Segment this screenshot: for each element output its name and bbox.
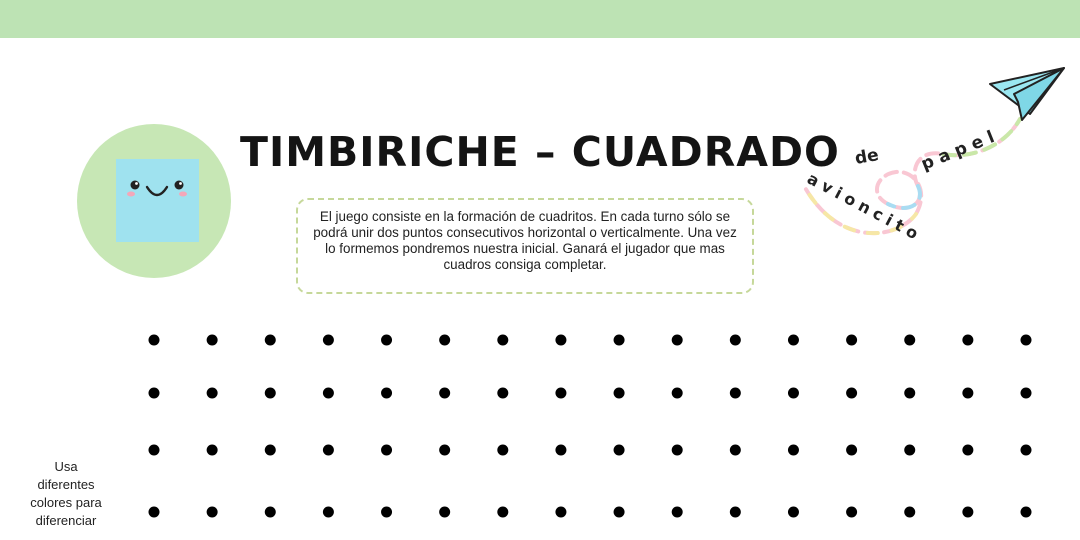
grid-dot[interactable]: [265, 335, 276, 346]
grid-dot[interactable]: [555, 507, 566, 518]
side-note: Usa diferentes colores para diferenciar: [30, 459, 102, 528]
grid-dot[interactable]: [672, 335, 683, 346]
grid-dot[interactable]: [846, 388, 857, 399]
grid-dot[interactable]: [439, 445, 450, 456]
svg-text:avioncito: avioncito: [804, 168, 926, 246]
grid-dot[interactable]: [730, 445, 741, 456]
grid-dot[interactable]: [323, 445, 334, 456]
grid-dot[interactable]: [904, 335, 915, 346]
grid-dot[interactable]: [788, 388, 799, 399]
grid-dot[interactable]: [497, 445, 508, 456]
grid-dot[interactable]: [904, 445, 915, 456]
grid-dot[interactable]: [149, 445, 160, 456]
grid-dot[interactable]: [497, 388, 508, 399]
grid-dot[interactable]: [555, 445, 566, 456]
grid-dot[interactable]: [788, 445, 799, 456]
grid-dot[interactable]: [614, 335, 625, 346]
grid-dot[interactable]: [962, 388, 973, 399]
grid-dot[interactable]: [381, 388, 392, 399]
grid-dot[interactable]: [962, 335, 973, 346]
grid-dot[interactable]: [149, 388, 160, 399]
smiling-square-icon: [116, 159, 199, 242]
grid-dot[interactable]: [1021, 445, 1032, 456]
grid-dot[interactable]: [381, 507, 392, 518]
grid-dot[interactable]: [149, 507, 160, 518]
rules-box: [296, 198, 754, 294]
grid-dot[interactable]: [1021, 507, 1032, 518]
mascot-circle: [77, 124, 231, 278]
grid-dot[interactable]: [207, 388, 218, 399]
grid-dot[interactable]: [265, 445, 276, 456]
grid-dot[interactable]: [904, 507, 915, 518]
grid-dot[interactable]: [323, 507, 334, 518]
grid-dot[interactable]: [555, 335, 566, 346]
paper-plane-logo-icon: [798, 64, 1080, 254]
grid-dot[interactable]: [497, 335, 508, 346]
grid-dot[interactable]: [730, 335, 741, 346]
smiling-face-icon: [116, 159, 199, 242]
grid-dot[interactable]: [614, 445, 625, 456]
grid-dot[interactable]: [555, 388, 566, 399]
grid-dot[interactable]: [614, 507, 625, 518]
svg-text:papel: papel: [918, 124, 1003, 175]
grid-dot[interactable]: [439, 335, 450, 346]
grid-dot[interactable]: [672, 507, 683, 518]
grid-dot[interactable]: [381, 445, 392, 456]
grid-dot[interactable]: [207, 335, 218, 346]
grid-dot[interactable]: [730, 388, 741, 399]
grid-dot[interactable]: [381, 335, 392, 346]
grid-dot[interactable]: [265, 507, 276, 518]
grid-dot[interactable]: [672, 388, 683, 399]
grid-dot[interactable]: [846, 445, 857, 456]
grid-dot[interactable]: [730, 507, 741, 518]
grid-dot[interactable]: [846, 335, 857, 346]
grid-dot[interactable]: [323, 388, 334, 399]
grid-dot[interactable]: [207, 507, 218, 518]
grid-dot[interactable]: [788, 335, 799, 346]
grid-dot[interactable]: [265, 388, 276, 399]
top-band: [0, 0, 1080, 38]
grid-dot[interactable]: [323, 335, 334, 346]
grid-dot[interactable]: [439, 507, 450, 518]
grid-dot[interactable]: [1021, 388, 1032, 399]
grid-dot[interactable]: [962, 507, 973, 518]
grid-dot[interactable]: [846, 507, 857, 518]
grid-dot[interactable]: [497, 507, 508, 518]
grid-dot[interactable]: [904, 388, 915, 399]
rules-text: El juego consiste en la formación de cuadritos. En cada turno sólo se podrá unir dos puntos consecutivos horizontal o verticalmente. Una vez lo formemos pondremos nuestra inicial. Ganará el jugador que mas cuadros consiga completar.: [313, 209, 737, 272]
page-title: TIMBIRICHE – CUADRADO: [240, 128, 840, 176]
grid-dot[interactable]: [962, 445, 973, 456]
grid-dot[interactable]: [149, 335, 160, 346]
grid-dot[interactable]: [1021, 335, 1032, 346]
grid-dot[interactable]: [672, 445, 683, 456]
grid-dot[interactable]: [207, 445, 218, 456]
grid-dot[interactable]: [439, 388, 450, 399]
dot-grid[interactable]: [0, 300, 1080, 540]
grid-dot[interactable]: [614, 388, 625, 399]
svg-text:de: de: [853, 145, 881, 169]
grid-dot[interactable]: [788, 507, 799, 518]
